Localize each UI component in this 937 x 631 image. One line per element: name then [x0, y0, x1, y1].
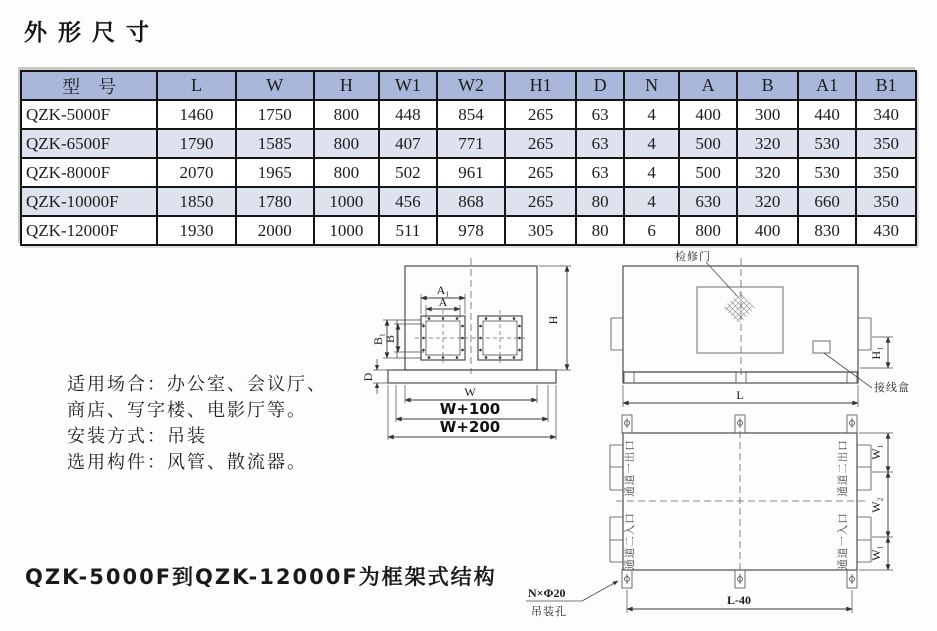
duct-stub [610, 517, 623, 562]
foot [624, 372, 634, 383]
value-cell: 800 [314, 158, 380, 187]
bottom-rail [623, 372, 858, 383]
usage-line: 安装方式：吊装 [67, 426, 207, 446]
side-view-diagram [611, 249, 910, 407]
dim-label-w100: W+100 [439, 400, 501, 418]
value-cell: 400 [737, 216, 798, 245]
leader-line [706, 262, 737, 296]
value-cell: 530 [798, 129, 857, 158]
value-cell: 265 [505, 100, 576, 129]
col-header: D [576, 71, 624, 100]
value-cell: 6 [624, 216, 678, 245]
col-header: B [737, 71, 798, 100]
col-header: H [314, 71, 380, 100]
value-cell: 771 [437, 129, 506, 158]
value-cell: 63 [576, 100, 624, 129]
dimensions-table [20, 70, 917, 246]
channel2-outlet-label: 通道二出口 [837, 439, 849, 497]
value-cell: 978 [437, 216, 506, 245]
channel1-inlet-label: 通道一入口 [837, 512, 849, 570]
value-cell: 4 [624, 100, 678, 129]
value-cell: 320 [737, 158, 798, 187]
value-cell: 300 [737, 100, 798, 129]
leader-line [582, 581, 618, 601]
table-header-row [21, 71, 916, 100]
mounting-lugs-top [622, 415, 857, 433]
value-cell: 440 [798, 100, 857, 129]
value-cell: 1850 [157, 187, 236, 216]
value-cell: 80 [576, 216, 624, 245]
mounting-lugs-bottom [622, 570, 857, 588]
value-cell: 400 [679, 100, 738, 129]
col-header: W [236, 71, 314, 100]
value-cell: 2070 [157, 158, 236, 187]
dim-label-w1-bottom: W₁ [869, 545, 883, 561]
value-cell: 2000 [236, 216, 314, 245]
value-cell: 502 [379, 158, 437, 187]
junction-box-label: 接线盒 [874, 382, 910, 394]
dim-label-w1-top: W₁ [869, 444, 883, 460]
value-cell: 63 [576, 158, 624, 187]
duct-opening-left [415, 310, 471, 366]
value-cell: 830 [798, 216, 857, 245]
value-cell: 660 [798, 187, 857, 216]
table-row [21, 187, 916, 216]
model-cell: QZK-12000F [21, 216, 157, 245]
dim-label-l: L [736, 388, 744, 402]
model-cell: QZK-5000F [21, 100, 157, 129]
value-cell: 630 [679, 187, 738, 216]
value-cell: 320 [737, 187, 798, 216]
base-frame [388, 370, 556, 383]
access-door-label: 检修门 [675, 251, 711, 263]
model-cell: QZK-10000F [21, 187, 157, 216]
value-cell: 430 [856, 216, 916, 245]
value-cell: 265 [505, 187, 576, 216]
value-cell: 800 [314, 100, 380, 129]
dim-label-w200: W+200 [439, 418, 501, 436]
value-cell: 80 [576, 187, 624, 216]
value-cell: 854 [437, 100, 506, 129]
door-hatch [723, 292, 755, 324]
value-cell: 1000 [314, 216, 380, 245]
duct-opening-right [472, 310, 528, 366]
value-cell: 305 [505, 216, 576, 245]
value-cell: 350 [856, 187, 916, 216]
dim-label-a: A [438, 295, 448, 309]
value-cell: 530 [798, 158, 857, 187]
channel1-outlet-label: 通道一出口 [624, 439, 636, 497]
value-cell: 265 [505, 129, 576, 158]
value-cell: 1585 [236, 129, 314, 158]
value-cell: 4 [624, 158, 678, 187]
junction-box [813, 341, 830, 353]
channel2-inlet-label: 通道二入口 [624, 512, 636, 570]
col-header: A1 [798, 71, 857, 100]
dim-label-h1: H₁ [869, 346, 883, 360]
value-cell: 1460 [157, 100, 236, 129]
value-cell: 500 [679, 129, 738, 158]
col-header: N [624, 71, 678, 100]
dim-label-b: B [383, 334, 397, 344]
value-cell: 1965 [236, 158, 314, 187]
hanging-hole-spec: N×Φ20 [528, 586, 566, 600]
value-cell: 1780 [236, 187, 314, 216]
dim-label-b1: B₁ [371, 332, 385, 346]
col-header: B1 [856, 71, 916, 100]
duct-stub [610, 445, 623, 490]
application-notes [67, 371, 327, 475]
model-cell: QZK-6500F [21, 129, 157, 158]
value-cell: 961 [437, 158, 506, 187]
value-cell: 511 [379, 216, 437, 245]
col-header: L [157, 71, 236, 100]
value-cell: 800 [679, 216, 738, 245]
table-row [21, 158, 916, 187]
model-cell: QZK-8000F [21, 158, 157, 187]
dim-label-a1: A₁ [436, 283, 450, 297]
value-cell: 500 [679, 158, 738, 187]
engineering-drawings [361, 248, 937, 631]
value-cell: 456 [379, 187, 437, 216]
usage-line: 适用场合：办公室、会议厅、 [67, 374, 327, 394]
value-cell: 1790 [157, 129, 236, 158]
dim-label-h: H [546, 315, 560, 325]
value-cell: 407 [379, 129, 437, 158]
structure-note: QZK-5000F到QZK-12000F为框架式结构 [25, 565, 497, 589]
value-cell: 1000 [314, 187, 380, 216]
value-cell: 320 [737, 129, 798, 158]
value-cell: 340 [856, 100, 916, 129]
dim-label-l40: L-40 [727, 593, 751, 607]
value-cell: 63 [576, 129, 624, 158]
usage-line: 商店、写字楼、电影厅等。 [67, 400, 307, 420]
value-cell: 1750 [236, 100, 314, 129]
table-row [21, 216, 916, 245]
value-cell: 4 [624, 129, 678, 158]
col-header: A [679, 71, 738, 100]
col-header: H1 [505, 71, 576, 100]
value-cell: 350 [856, 158, 916, 187]
value-cell: 1930 [157, 216, 236, 245]
value-cell: 800 [314, 129, 380, 158]
hanging-hole-label: 吊装孔 [531, 606, 567, 618]
col-header: W2 [437, 71, 506, 100]
col-header-model: 型 号 [21, 71, 157, 100]
value-cell: 350 [856, 129, 916, 158]
dim-label-w2: W₂ [869, 497, 883, 513]
dim-label-w: W [464, 385, 476, 399]
front-view-diagram [361, 258, 571, 440]
dim-label-d: D [361, 372, 375, 382]
flange-stub [858, 318, 871, 350]
col-header: W1 [379, 71, 437, 100]
plan-view-diagram [526, 415, 893, 618]
value-cell: 448 [379, 100, 437, 129]
table-row [21, 100, 916, 129]
page-title: 外形尺寸 [24, 19, 160, 46]
flange-stub [611, 318, 623, 350]
value-cell: 4 [624, 187, 678, 216]
usage-line: 选用构件：风管、散流器。 [67, 452, 307, 472]
value-cell: 868 [437, 187, 506, 216]
value-cell: 265 [505, 158, 576, 187]
table-row [21, 129, 916, 158]
